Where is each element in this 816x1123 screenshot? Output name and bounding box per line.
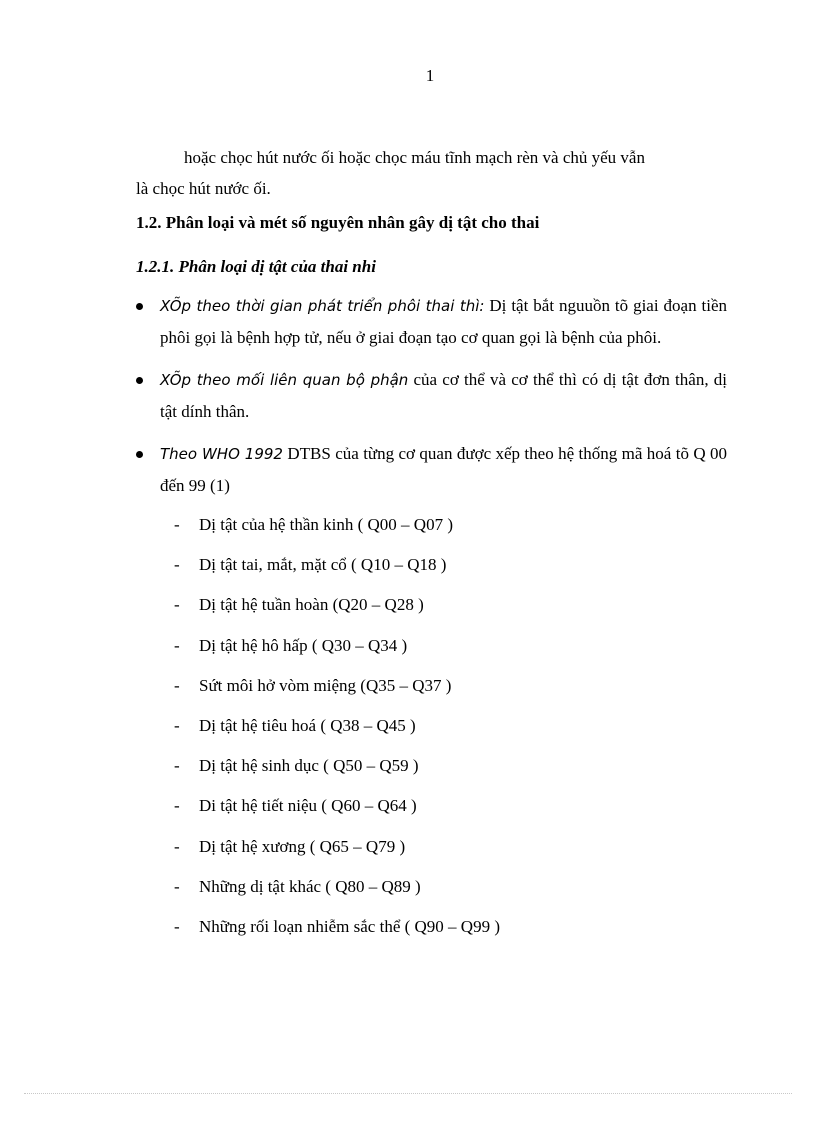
list-item	[136, 753, 727, 793]
document-body	[136, 142, 727, 954]
list-item-text: Dị tật hệ tuần hoàn (Q20 – Q28 )	[199, 595, 424, 615]
dash-icon: -	[174, 635, 180, 655]
intro-paragraph	[136, 142, 727, 204]
dash-icon: -	[174, 876, 180, 896]
subsection-heading: 1.2.1. Phân loại dị tật của thai nhi	[136, 257, 376, 276]
list-item-text: Dị tật của hệ thần kinh ( Q00 – Q07 )	[199, 515, 453, 534]
bullet-icon	[136, 451, 143, 458]
list-item-text: Sứt môi hở vòm miệng (Q35 – Q37 )	[199, 675, 452, 695]
page-bottom-divider	[24, 1093, 792, 1094]
dash-icon: -	[174, 555, 180, 575]
list-item-text: Dị tật hệ sinh dục ( Q50 – Q59 )	[199, 756, 419, 776]
list-item	[136, 874, 727, 914]
list-item-text: Dị tật hệ xương ( Q65 – Q79 )	[199, 836, 406, 856]
dash-icon: -	[174, 756, 180, 776]
dash-icon: -	[174, 796, 180, 816]
bullet-item-who	[136, 438, 727, 502]
bullet-icon	[136, 377, 143, 384]
dash-icon: -	[174, 836, 180, 856]
bullet-lead: Theo WHO 1992	[160, 445, 283, 463]
list-item-text: Dị tật tai, mắt, mặt cổ ( Q10 – Q18 )	[199, 555, 447, 575]
dash-icon: -	[174, 515, 180, 534]
bullet-text: DTBS của từng cơ quan được xếp theo hệ thống mã hoá tõ Q 00 đến 99 (1)	[160, 444, 727, 495]
list-item	[136, 592, 727, 632]
list-item	[136, 552, 727, 592]
list-item-text: Dị tật hệ hô hấp ( Q30 – Q34 )	[199, 635, 408, 655]
list-item-text: Dị tật hệ tiêu hoá ( Q38 – Q45 )	[199, 715, 416, 735]
bullet-lead: XÕp theo thời gian phát triển phôi thai thì:	[160, 297, 485, 315]
dash-icon: -	[174, 675, 180, 695]
list-item	[136, 633, 727, 673]
dash-icon: -	[174, 916, 180, 936]
dash-icon: -	[174, 595, 180, 615]
page-number: 1	[425, 66, 435, 85]
classification-bullet-list	[136, 290, 727, 502]
list-item-text: Những rối loạn nhiễm sắc thể ( Q90 – Q99 )	[199, 916, 500, 936]
list-item-text: Những dị tật khác ( Q80 – Q89 )	[199, 876, 421, 896]
intro-line-1: hoặc chọc hút nước ối hoặc chọc máu tĩnh mạch rèn và chủ yếu vẫn	[184, 148, 645, 167]
intro-line-2: là chọc hút nước ối.	[136, 179, 271, 198]
bullet-item-timing	[136, 290, 727, 354]
icd-category-list	[136, 512, 727, 954]
list-item	[136, 512, 727, 552]
list-item	[136, 673, 727, 713]
list-item	[136, 914, 727, 954]
bullet-lead: XÕp theo mối liên quan bộ phận	[160, 371, 409, 389]
bullet-text: Dị tật bắt nguuồn tõ giai đoạn tiền phôi gọi là bệnh hợp tử, nếu ở giai đoạn tạo cơ quan gọi là bệnh của phôi.	[160, 296, 727, 347]
bullet-item-body-parts	[136, 364, 727, 428]
dash-icon: -	[174, 715, 180, 735]
list-item	[136, 713, 727, 753]
bullet-icon	[136, 303, 143, 310]
list-item	[136, 793, 727, 833]
list-item	[136, 834, 727, 874]
list-item-text: Di tật hệ tiết niệu ( Q60 – Q64 )	[199, 796, 417, 816]
bullet-text: của cơ thể và cơ thể thì có dị tật đơn thân, dị tật dính thân.	[160, 370, 727, 421]
section-heading: 1.2. Phân loại và mét số nguyên nhân gây dị tật cho thai	[136, 213, 540, 232]
